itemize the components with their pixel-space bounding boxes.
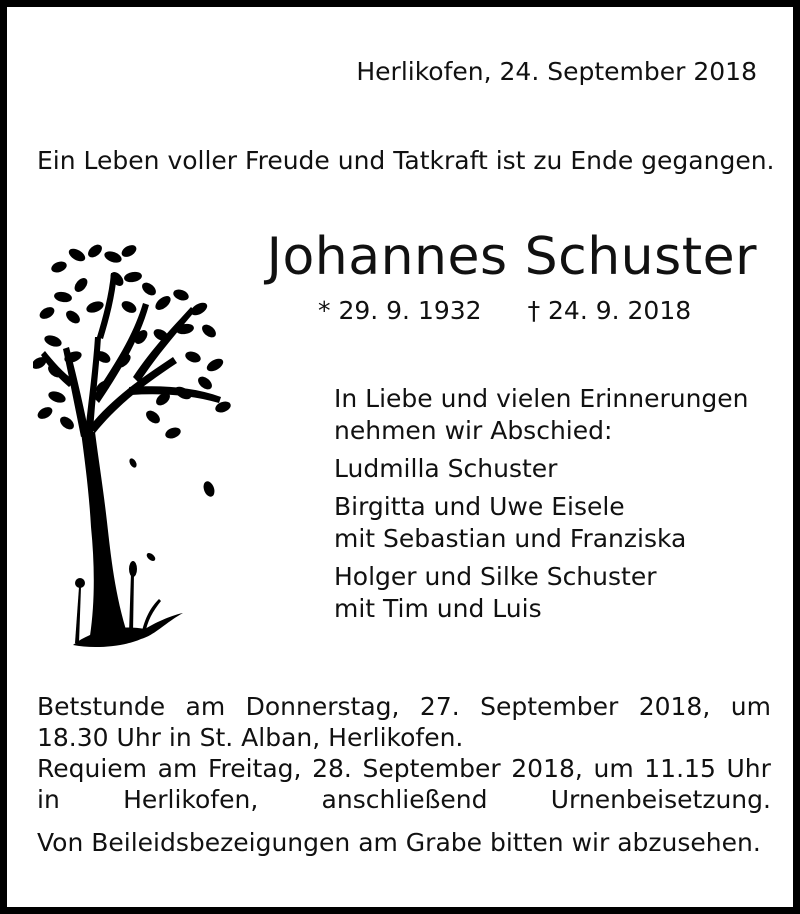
service-line-4 [37,784,771,815]
word: Requiem [37,754,148,783]
word: anschließend [321,785,488,814]
mourner-group [334,561,749,625]
word: Betstunde [37,692,166,721]
service-line-2: 18.30 Uhr in St. Alban, Herlikofen. [37,723,464,752]
word: September [362,754,501,783]
word: am [185,692,226,721]
mourner-line: Holger und Silke Schuster [334,562,657,591]
word: am [157,754,198,783]
word: in [37,785,60,814]
service-line-3 [37,753,771,784]
closing-note: Von Beileidsbezeigungen am Grabe bitten wir abzusehen. [37,828,761,857]
word: um [730,692,771,721]
word: 2018, [511,754,583,783]
birth-date: * 29. 9. 1932 [318,296,482,325]
motto: Ein Leben voller Freude und Tatkraft ist zu Ende gegangen. [37,146,775,175]
service-info [37,691,771,815]
word: um [593,754,634,783]
intro-line: In Liebe und vielen Erinnerungen [334,384,749,413]
word: 2018, [638,692,711,721]
word: Urnenbeisetzung. [550,785,771,814]
word: Freitag, [207,754,302,783]
tree-icon [33,237,233,651]
word: Herlikofen, [123,785,259,814]
word: Donnerstag, [245,692,400,721]
death-date: † 24. 9. 2018 [527,296,692,325]
intro-line: nehmen wir Abschied: [334,416,613,445]
word: 11.15 [644,754,716,783]
deceased-name: Johannes Schuster [266,227,757,287]
place-date: Herlikofen, 24. September 2018 [356,57,757,86]
mourner-line: mit Tim und Luis [334,594,542,623]
mourner-group [334,453,749,485]
mourner-line: mit Sebastian und Franziska [334,524,687,553]
mourner-line: Ludmilla Schuster [334,454,558,483]
word: 27. [419,692,460,721]
word: 28. [312,754,352,783]
service-line-1 [37,691,771,722]
mourners-block [334,383,749,631]
word: Uhr [726,754,771,783]
life-dates [318,296,691,325]
mourner-group [334,491,749,555]
word: September [480,692,619,721]
mourner-line: Birgitta und Uwe Eisele [334,492,625,521]
mourners-intro [334,383,749,447]
